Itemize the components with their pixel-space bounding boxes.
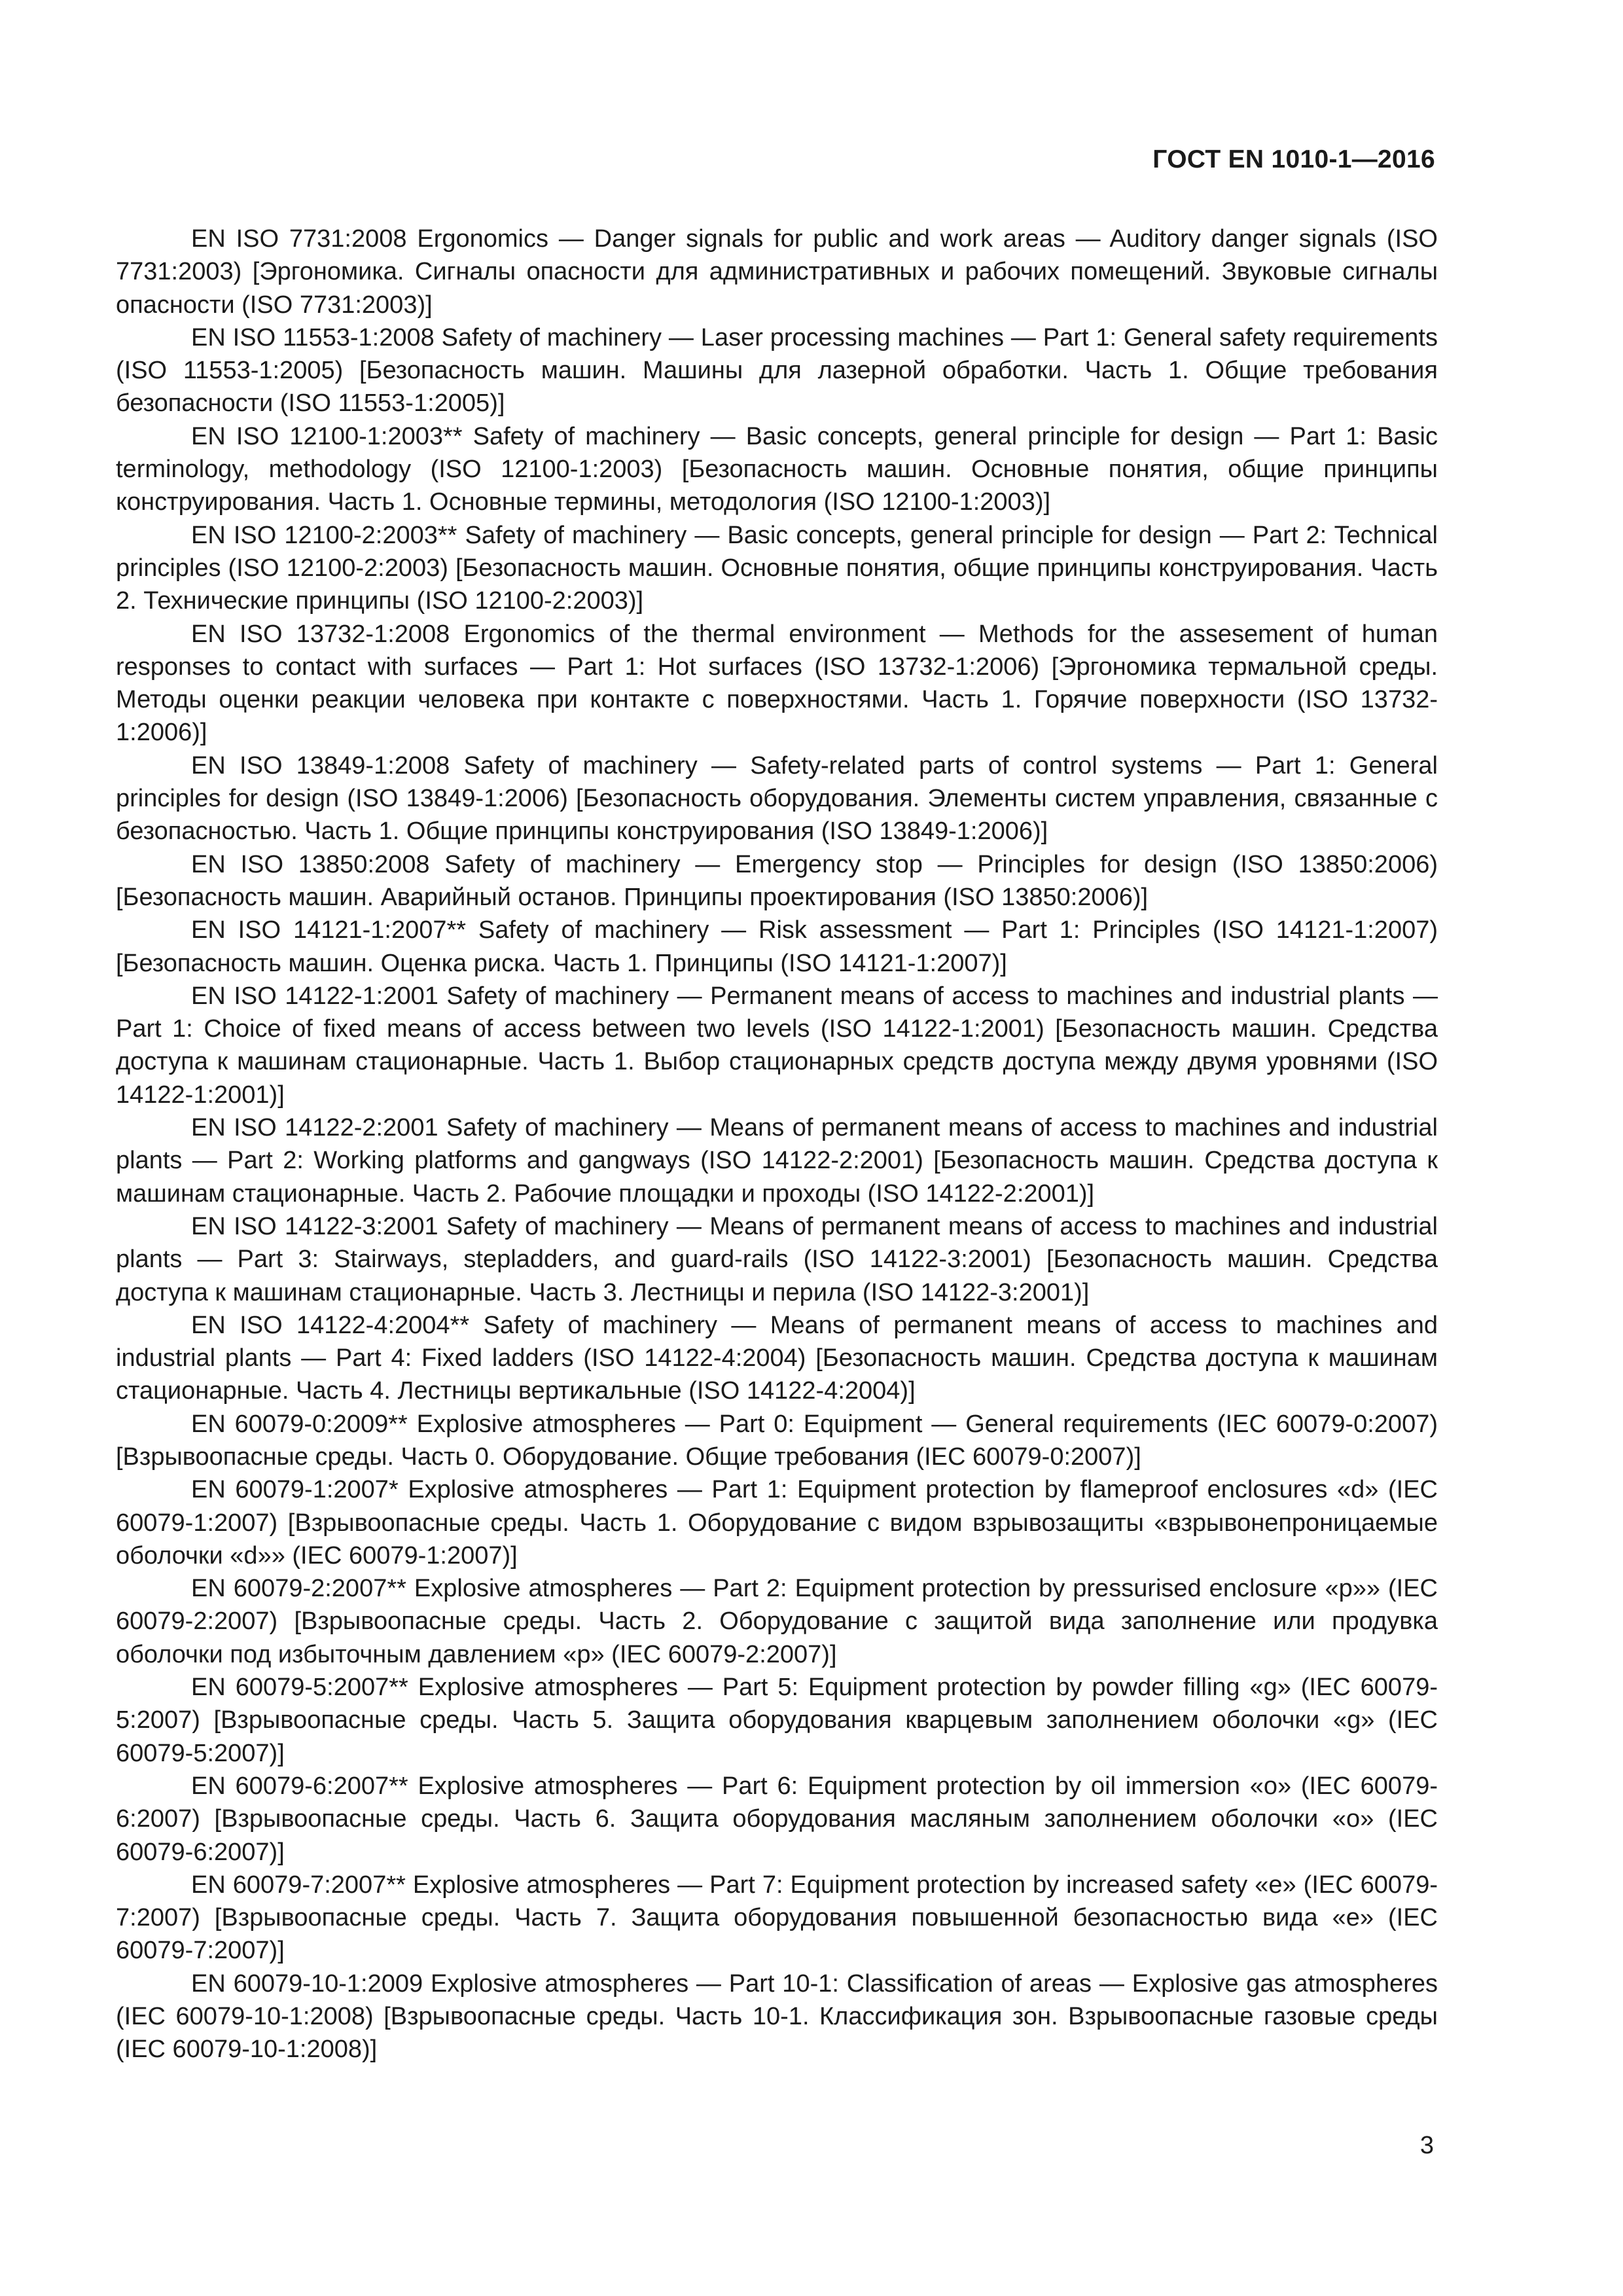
reference-entry: EN ISO 13850:2008 Safety of machinery — Emergency stop — Principles for design (ISO 13850:2006) [Безопасность машин. Аварийный останов. Принципы проектирования (ISO 13850:2006)] — [116, 850, 1438, 911]
reference-entry: EN ISO 12100-2:2003** Safety of machinery — Basic concepts, general principle for design — Part 2: Technical principles (ISO 12100-2:2003) [Безопасность машин. Основные понятия, общие принципы конструирования. Часть 2. Технические принципы (ISO 12100-2:2003)] — [116, 521, 1438, 615]
reference-entry: EN ISO 14122-4:2004** Safety of machinery — Means of permanent means of access to machines and industrial plants — Part 4: Fixed ladders (ISO 14122-4:2004) [Безопасность машин. Средства доступа к машинам стационарные. Часть 4. Лестницы вертикальные (ISO 14122-4:2004)] — [116, 1311, 1438, 1405]
reference-entry: EN ISO 13849-1:2008 Safety of machinery — Safety-related parts of control systems — Part 1: General principles for design (ISO 13849-1:2006) [Безопасность оборудования. Элементы систем управления, связанные с безопасностью. Часть 1. Общие принципы конструирования (ISO 13849-1:2006)] — [116, 751, 1438, 846]
reference-entry: EN 60079-10-1:2009 Explosive atmospheres — Part 10-1: Classification of areas — Explosive gas atmospheres (IEC 60079-10-1:2008) [Взрывоопасные среды. Часть 10-1. Классификация зон. Взрывоопасные газовые среды (IEC 60079-10-1:2008)] — [116, 1969, 1438, 2064]
reference-entry: EN 60079-0:2009** Explosive atmospheres — Part 0: Equipment — General requirements (IEC 60079-0:2007) [Взрывоопасные среды. Часть 0. Оборудование. Общие требования (IEC 60079-0:2007)] — [116, 1410, 1438, 1471]
reference-entry: EN 60079-7:2007** Explosive atmospheres — Part 7: Equipment protection by increased safety «e» (IEC 60079-7:2007) [Взрывоопасные среды. Часть 7. Защита оборудования повышенной безопасностью вида «е» (IEC 60079-7:2007)] — [116, 1871, 1438, 1965]
reference-entry: EN 60079-5:2007** Explosive atmospheres — Part 5: Equipment protection by powder filling «g» (IEC 60079-5:2007) [Взрывоопасные среды. Часть 5. Защита оборудования кварцевым заполнением оболочки «g» (IEC 60079-5:2007)] — [116, 1674, 1438, 1767]
reference-list — [116, 223, 1438, 2066]
reference-entry: EN ISO 12100-1:2003** Safety of machinery — Basic concepts, general principle for design — Part 1: Basic terminology, methodology (ISO 12100-1:2003) [Безопасность машин. Основные понятия, общие принципы конструирования. Часть 1. Основные термины, методология (ISO 12100-1:2003)] — [116, 422, 1438, 516]
reference-entry: EN ISO 7731:2008 Ergonomics — Danger signals for public and work areas — Auditory danger signals (ISO 7731:2003) [Эргономика. Сигналы опасности для административных и рабочих помещений. Звуковые сигналы опасности (ISO 7731:2003)] — [116, 225, 1438, 319]
reference-entry: EN ISO 14122-2:2001 Safety of machinery — Means of permanent means of access to machines and industrial plants — Part 2: Working platforms and gangways (ISO 14122-2:2001) [Безопасность машин. Средства доступа к машинам стационарные. Часть 2. Рабочие площадки и проходы (ISO 14122-2:2001)] — [116, 1114, 1438, 1208]
page-number: 3 — [1419, 2132, 1434, 2159]
reference-entry: EN ISO 14122-1:2001 Safety of machinery — Permanent means of access to machines and industrial plants — Part 1: Choice of fixed means of access between two levels (ISO 14122-1:2001) [Безопасность машин. Средства доступа к машинам стационарные. Часть 1. Выбор стационарных средств доступа между двумя уровнями (ISO 14122-1:2001)] — [116, 982, 1438, 1109]
reference-entry: EN ISO 11553-1:2008 Safety of machinery — Laser processing machines — Part 1: General safety requirements (ISO 11553-1:2005) [Безопасность машин. Машины для лазерной обработки. Часть 1. Общие требования безопасности (ISO 11553-1:2005)] — [116, 323, 1438, 418]
reference-entry: EN ISO 14122-3:2001 Safety of machinery — Means of permanent means of access to machines and industrial plants — Part 3: Stairways, stepladders, and guard-rails (ISO 14122-3:2001) [Безопасность машин. Средства доступа к машинам стационарные. Часть 3. Лестницы и перила (ISO 14122-3:2001)] — [116, 1212, 1438, 1306]
reference-entry: EN 60079-1:2007* Explosive atmospheres — Part 1: Equipment protection by flameproof enclosures «d» (IEC 60079-1:2007) [Взрывоопасные среды. Часть 1. Оборудование с видом взрывозащиты «взрывонепроницаемые оболочки «d»» (IEC 60079-1:2007)] — [116, 1476, 1438, 1570]
document-header: ГОСТ EN 1010-1—2016 — [1152, 145, 1435, 173]
reference-entry: EN 60079-6:2007** Explosive atmospheres — Part 6: Equipment protection by oil immersion «o» (IEC 60079-6:2007) [Взрывоопасные среды. Часть 6. Защита оборудования масляным заполнением оболочки «о» (IEC 60079-6:2007)] — [116, 1772, 1438, 1866]
reference-entry: EN ISO 14121-1:2007** Safety of machinery — Risk assessment — Part 1: Principles (ISO 14121-1:2007) [Безопасность машин. Оценка риска. Часть 1. Принципы (ISO 14121-1:2007)] — [116, 916, 1438, 977]
reference-entry: EN 60079-2:2007** Explosive atmospheres — Part 2: Equipment protection by pressurised enclosure «p»» (IEC 60079-2:2007) [Взрывоопасные среды. Часть 2. Оборудование с защитой вида заполнение или продувка оболочки под избыточным давлением «р» (IEC 60079-2:2007)] — [116, 1575, 1438, 1668]
reference-entry: EN ISO 13732-1:2008 Ergonomics of the thermal environment — Methods for the assesement of human responses to contact with surfaces — Part 1: Hot surfaces (ISO 13732-1:2006) [Эргономика термальной среды. Методы оценки реакции человека при контакте с поверхностями. Часть 1. Горячие поверхности (ISO 13732-1:2006)] — [116, 620, 1438, 747]
